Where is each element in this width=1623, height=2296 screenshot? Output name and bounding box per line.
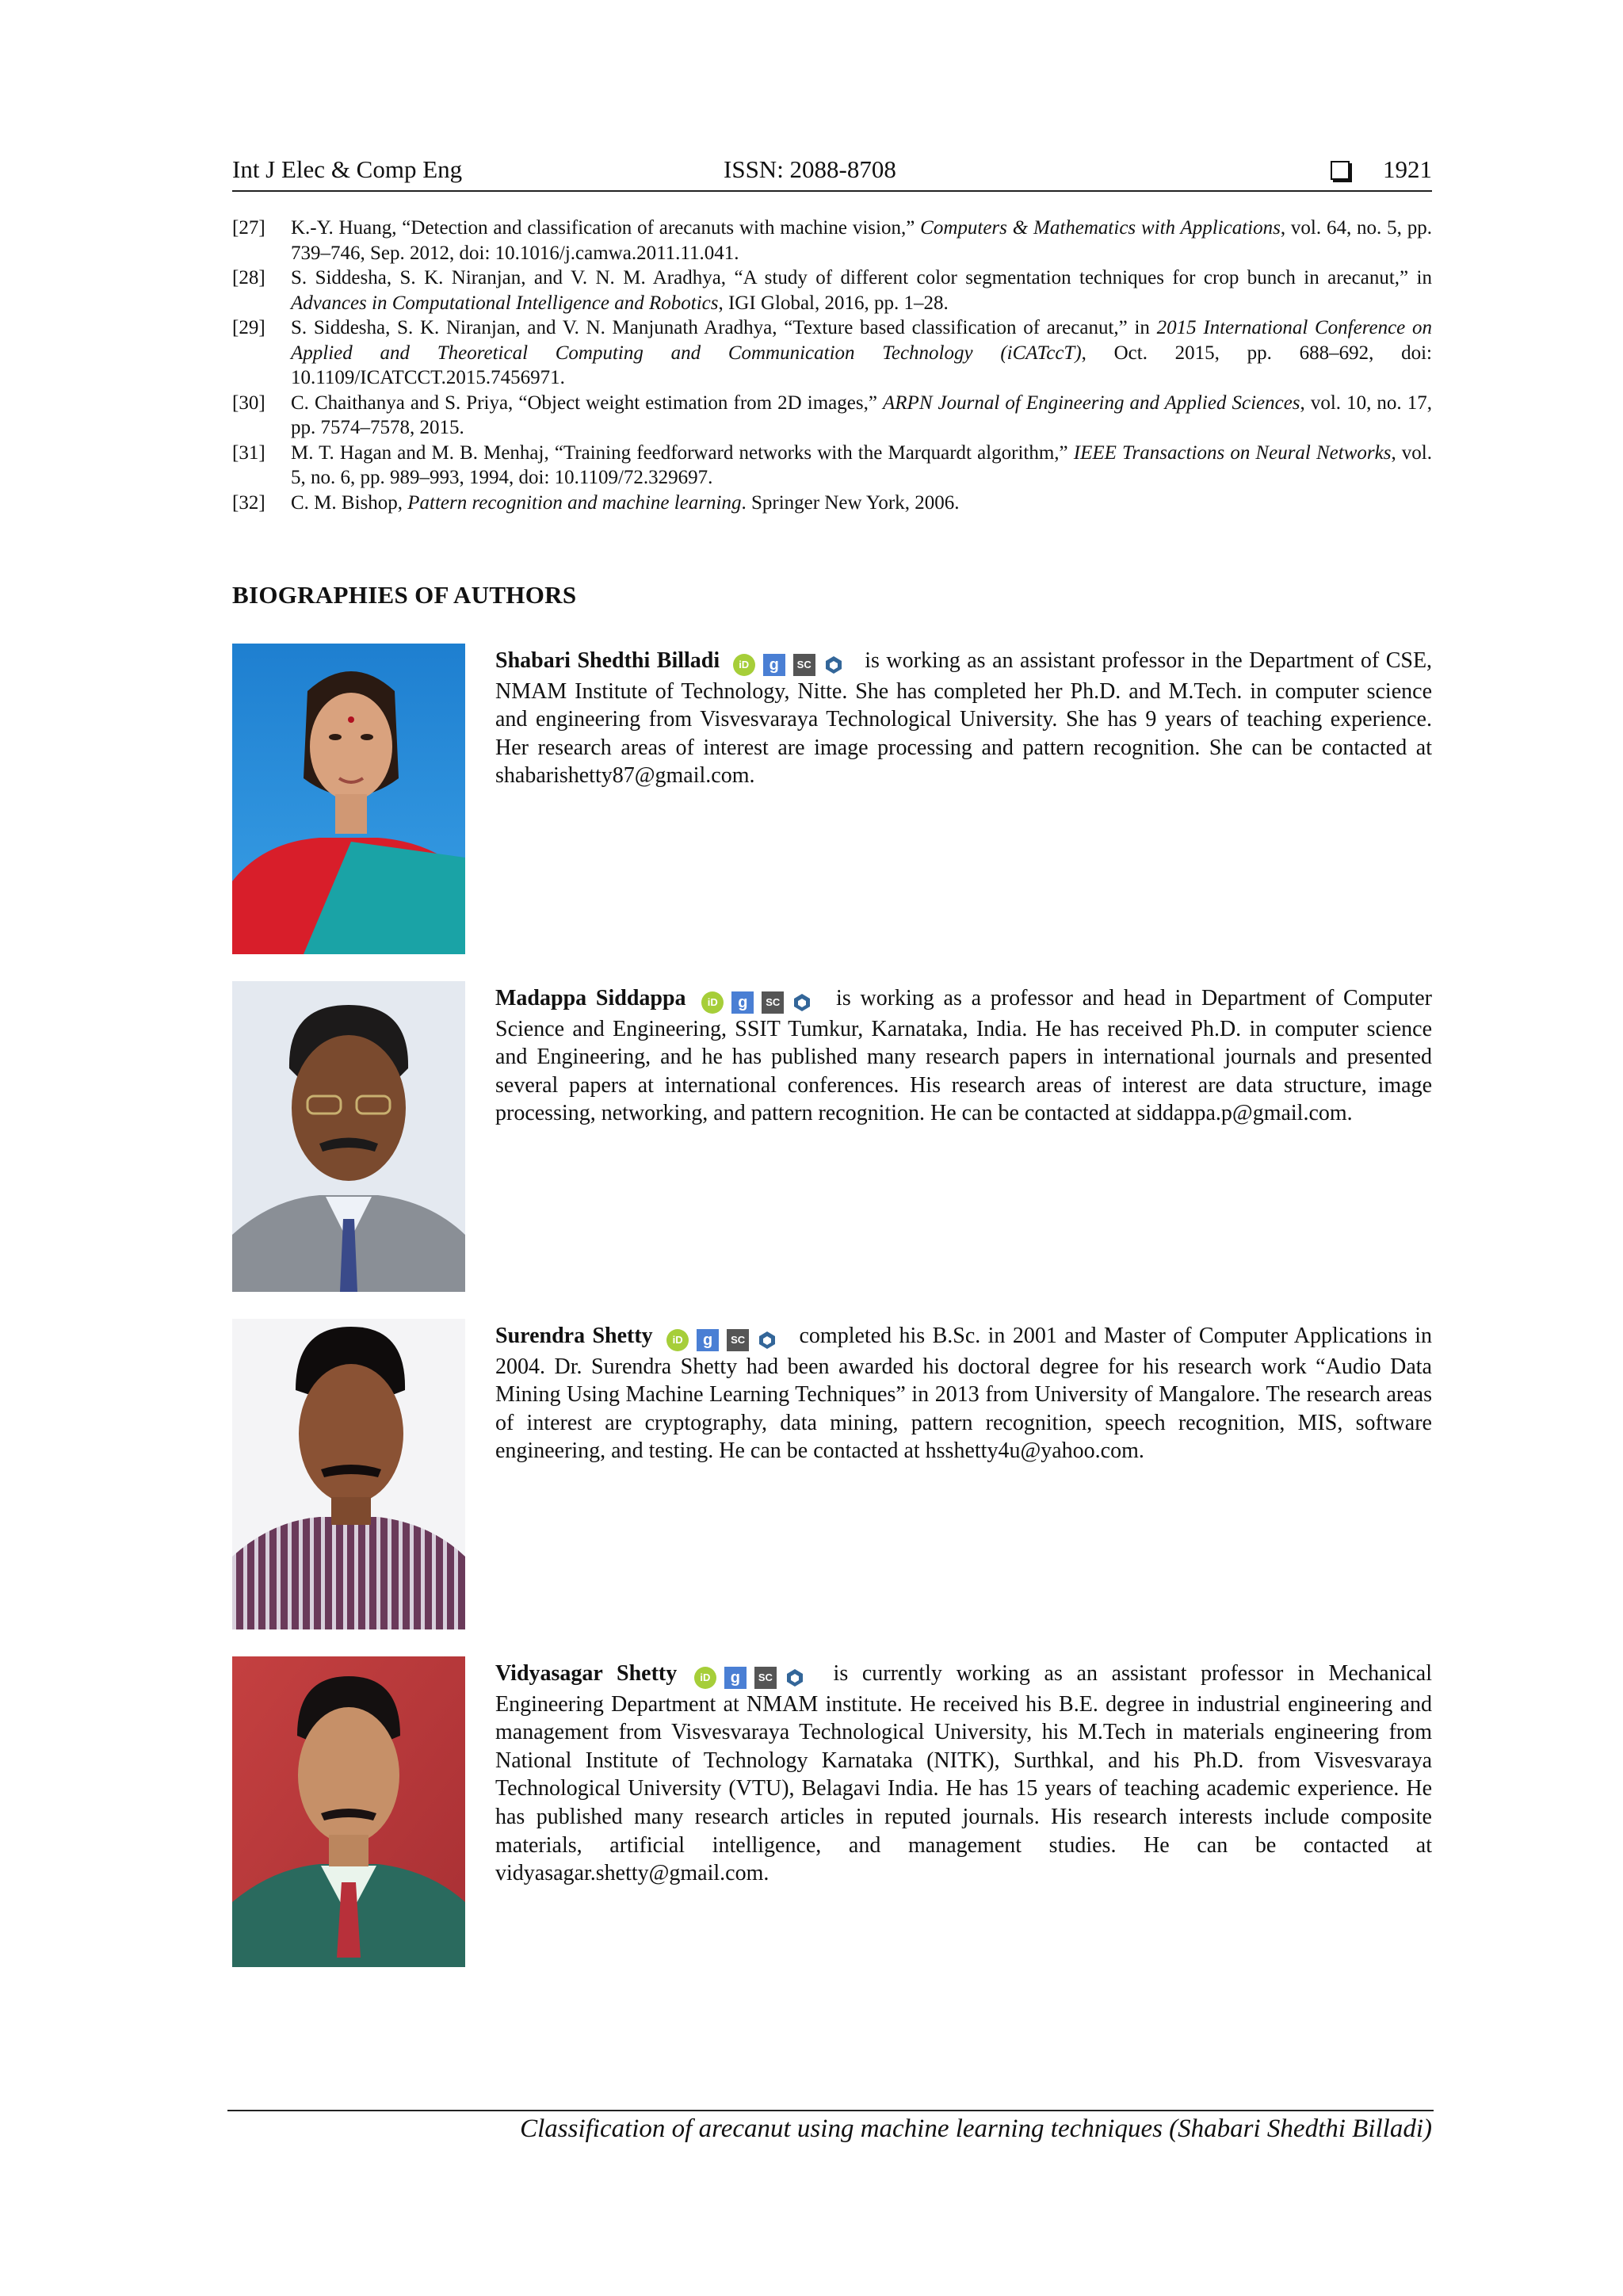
section-title: BIOGRAPHIES OF AUTHORS (232, 581, 577, 609)
reference-item (232, 315, 1432, 391)
page-number-box (1331, 155, 1432, 184)
square-bullet-icon (1331, 161, 1350, 180)
author-name: Madappa Siddappa (495, 986, 686, 1010)
footer-text: Classification of arecanut using machine learning techniques (Shabari Shedthi Billadi) (520, 2115, 1432, 2143)
profile-icons (694, 1662, 813, 1690)
profile-icons (666, 1324, 785, 1353)
bio-body: is working as an assistant professor in the Department of CSE, NMAM Institute of Technology, Nitte. She has completed her Ph.D. and M.Tech. in computer science and engineering from Visvesvaraya Technological University. She has 9 years of teaching experience. Her research areas of interest are image processing and pattern recognition. She can be contacted at shabarishetty87@gmail.com. (495, 648, 1433, 789)
author-photo (232, 1656, 465, 1967)
google-scholar-icon[interactable]: g (763, 654, 785, 676)
reference-text: K.-Y. Huang, “Detection and classification of arecanuts with machine vision,” Computers & Mathematics with Applications, vol. 64, no. 5, pp. 739–746, Sep. 2012, doi: 10.1016/j.camwa.2011.11.041. (291, 217, 1432, 264)
author-name: Vidyasagar Shetty (495, 1661, 678, 1686)
bio-text (495, 647, 1432, 790)
author-photo (232, 644, 465, 954)
reference-item (232, 266, 1432, 315)
google-scholar-icon[interactable]: g (731, 991, 754, 1014)
profile-icons (701, 987, 820, 1015)
author-photo (232, 981, 465, 1292)
orcid-icon[interactable]: iD (694, 1667, 716, 1689)
journal-name: Int J Elec & Comp Eng (232, 155, 463, 183)
bio-body: completed his B.Sc. in 2001 and Master of Computer Applications in 2004. Dr. Surendra Shetty had been awarded his doctoral degree for his research work “Audio Data Mining Using Machine Learning Techniques” in 2013 from University of Mangalore. The research areas of interest are cryptography, data mining, pattern recognition, speech recognition, MIS, software engineering, and testing. He can be contacted at hsshetty4u@yahoo.com. (495, 1324, 1433, 1464)
reference-text: M. T. Hagan and M. B. Menhaj, “Training feedforward networks with the Marquardt algorithm,” IEEE Transactions on Neural Networks, vol. 5, no. 6, pp. 989–993, 1994, doi: 10.1109/72.329697. (291, 441, 1432, 488)
publons-icon[interactable] (823, 655, 844, 675)
running-header (232, 155, 1432, 192)
scopus-icon[interactable]: SC (762, 991, 784, 1014)
scopus-icon[interactable]: SC (754, 1667, 777, 1689)
publons-icon[interactable] (785, 1668, 805, 1688)
orcid-icon[interactable]: iD (701, 991, 724, 1014)
reference-number: [28] (232, 267, 265, 288)
bio-body: is currently working as an assistant professor in Mechanical Engineering Department at NMAM institute. He received his B.E. degree in industrial engineering and management from Visvesvaraya Technological University, his M.Tech in materials engineering from National Institute of Technology Karnataka (NITK), Surthkal, and his Ph.D. from Visvesvaraya Technological University (VTU), Belagavi India. He has 15 years of teaching academic experience. He has published many research articles in reputed journals. His research interests include composite materials, artificial intelligence, and management studies. He can be contacted at vidyasagar.shetty@gmail.com. (495, 1661, 1433, 1886)
bio-text (495, 984, 1432, 1128)
reference-number: [27] (232, 217, 265, 239)
reference-text: C. M. Bishop, Pattern recognition and machine learning. Springer New York, 2006. (291, 491, 960, 514)
orcid-icon[interactable]: iD (666, 1329, 689, 1351)
issn: ISSN: 2088-8708 (724, 155, 896, 183)
reference-text: S. Siddesha, S. K. Niranjan, and V. N. Manjunath Aradhya, “Texture based classification of arecanut,” in 2015 International Conference on Applied and Theoretical Computing and Communication Technology (iCATccT), Oct. 2015, pp. 688–692, doi: 10.1109/ICATCCT.2015.7456971. (291, 317, 1432, 388)
author-name: Shabari Shedthi Billadi (495, 648, 720, 673)
reference-number: [32] (232, 491, 265, 514)
reference-item (232, 491, 1432, 516)
reference-text: C. Chaithanya and S. Priya, “Object weight estimation from 2D images,” ARPN Journal of Engineering and Applied Sciences, vol. 10, no. 17, pp. 7574–7578, 2015. (291, 392, 1432, 438)
publons-icon[interactable] (757, 1330, 777, 1350)
reference-item (232, 441, 1432, 491)
author-name: Surendra Shetty (495, 1324, 653, 1348)
bio-text (495, 1322, 1432, 1465)
profile-icons (733, 649, 852, 678)
author-photo (232, 1319, 465, 1629)
reference-number: [29] (232, 317, 265, 338)
page-number: 1921 (1383, 155, 1432, 183)
bio-text (495, 1660, 1432, 1888)
reference-item (232, 216, 1432, 266)
scopus-icon[interactable]: SC (793, 654, 815, 676)
orcid-icon[interactable]: iD (733, 654, 755, 676)
reference-number: [31] (232, 441, 265, 464)
reference-number: [30] (232, 392, 265, 414)
google-scholar-icon[interactable]: g (697, 1329, 719, 1351)
google-scholar-icon[interactable]: g (724, 1667, 747, 1689)
references-list (232, 216, 1432, 515)
publons-icon[interactable] (792, 992, 812, 1013)
reference-text: S. Siddesha, S. K. Niranjan, and V. N. M. Aradhya, “A study of different color segmentation techniques for crop bunch in arecanut,” in Advances in Computational Intelligence and Robotics, IGI Global, 2016, pp. 1–28. (291, 267, 1432, 314)
footer-rule (227, 2110, 1434, 2111)
scopus-icon[interactable]: SC (727, 1329, 749, 1351)
bio-body: is working as a professor and head in Department of Computer Science and Engineering, SSIT Tumkur, Karnataka, India. He has received Ph.D. in computer science and Engineering, and he has published many research papers in international journals and presented several papers at international conferences. His research areas of interest are data structure, image processing, networking, and pattern recognition. He can be contacted at siddappa.p@gmail.com. (495, 986, 1433, 1126)
reference-item (232, 391, 1432, 441)
